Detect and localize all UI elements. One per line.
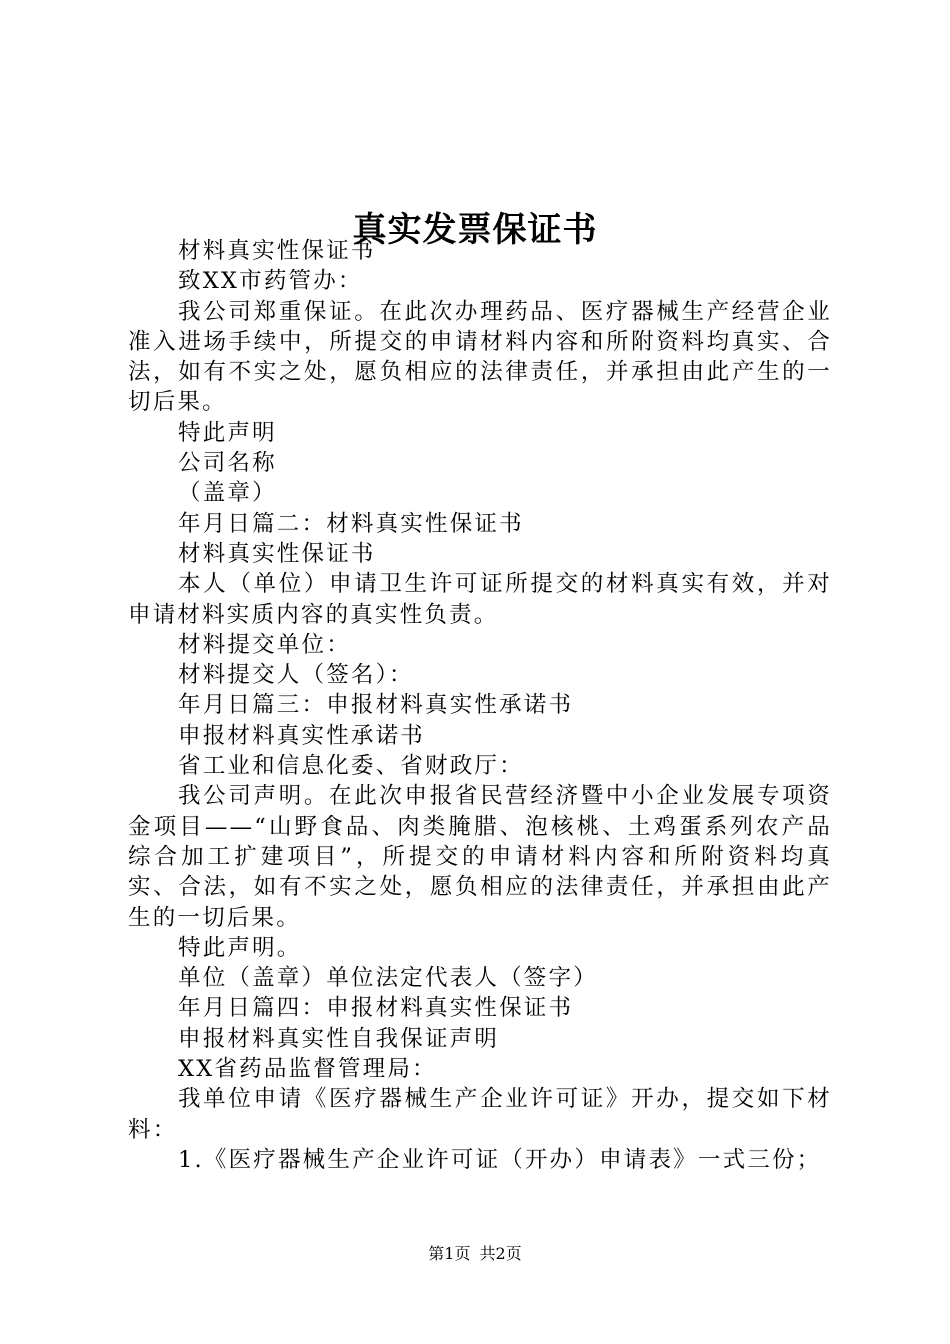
- paragraph: 1.《医疗器械生产企业许可证（开办）申请表》一式三份；: [178, 1146, 822, 1173]
- page-total: 共2页: [479, 1244, 522, 1263]
- paragraph: 特此声明。: [178, 934, 302, 961]
- paragraph: 年月日篇四：申报材料真实性保证书: [178, 995, 574, 1022]
- paragraph: 致XX市药管办：: [178, 268, 363, 295]
- paragraph: 公司名称: [178, 450, 277, 477]
- paragraph: 材料提交人（签名）：: [178, 662, 414, 689]
- paragraph: 材料提交单位：: [178, 631, 351, 658]
- paragraph: 本人（单位）申请卫生许可证所提交的材料真实有效，并对申请材料实质内容的真实性负责。: [128, 571, 832, 628]
- paragraph: 特此声明: [178, 419, 277, 446]
- page-number: 第1页: [428, 1244, 471, 1263]
- paragraph: 材料真实性保证书: [178, 238, 376, 264]
- paragraph: 申报材料真实性承诺书: [178, 722, 426, 749]
- document-body: [128, 236, 832, 1175]
- page-footer: [0, 1242, 950, 1266]
- paragraph: 材料真实性保证书: [178, 540, 376, 567]
- paragraph: 年月日篇三：申报材料真实性承诺书: [178, 692, 574, 719]
- paragraph: 单位（盖章）单位法定代表人（签字）: [178, 965, 598, 992]
- paragraph: （盖章）: [178, 480, 277, 507]
- paragraph: 省工业和信息化委、省财政厅：: [178, 753, 524, 780]
- paragraph: 申报材料真实性自我保证声明: [178, 1025, 500, 1052]
- document-title: 真实发票保证书: [352, 209, 598, 250]
- paragraph: 年月日篇二：材料真实性保证书: [178, 510, 524, 537]
- paragraph: 我单位申请《医疗器械生产企业许可证》开办，提交如下材料：: [128, 1086, 832, 1143]
- paragraph: XX省药品监督管理局：: [178, 1056, 437, 1083]
- paragraph: 我公司声明。在此次申报省民营经济暨中小企业发展专项资金项目——“山野食品、肉类腌腊、泡核桃、土鸡蛋系列农产品综合加工扩建项目”，所提交的申请材料内容和所附资料均真实、合法，如有不实之处，愿负相应的法律责任，并承担由此产生的一切后果。: [128, 783, 832, 931]
- paragraph: 我公司郑重保证。在此次办理药品、医疗器械生产经营企业准入进场手续中，所提交的申请材料内容和所附资料均真实、合法，如有不实之处，愿负相应的法律责任，并承担由此产生的一切后果。: [128, 298, 832, 416]
